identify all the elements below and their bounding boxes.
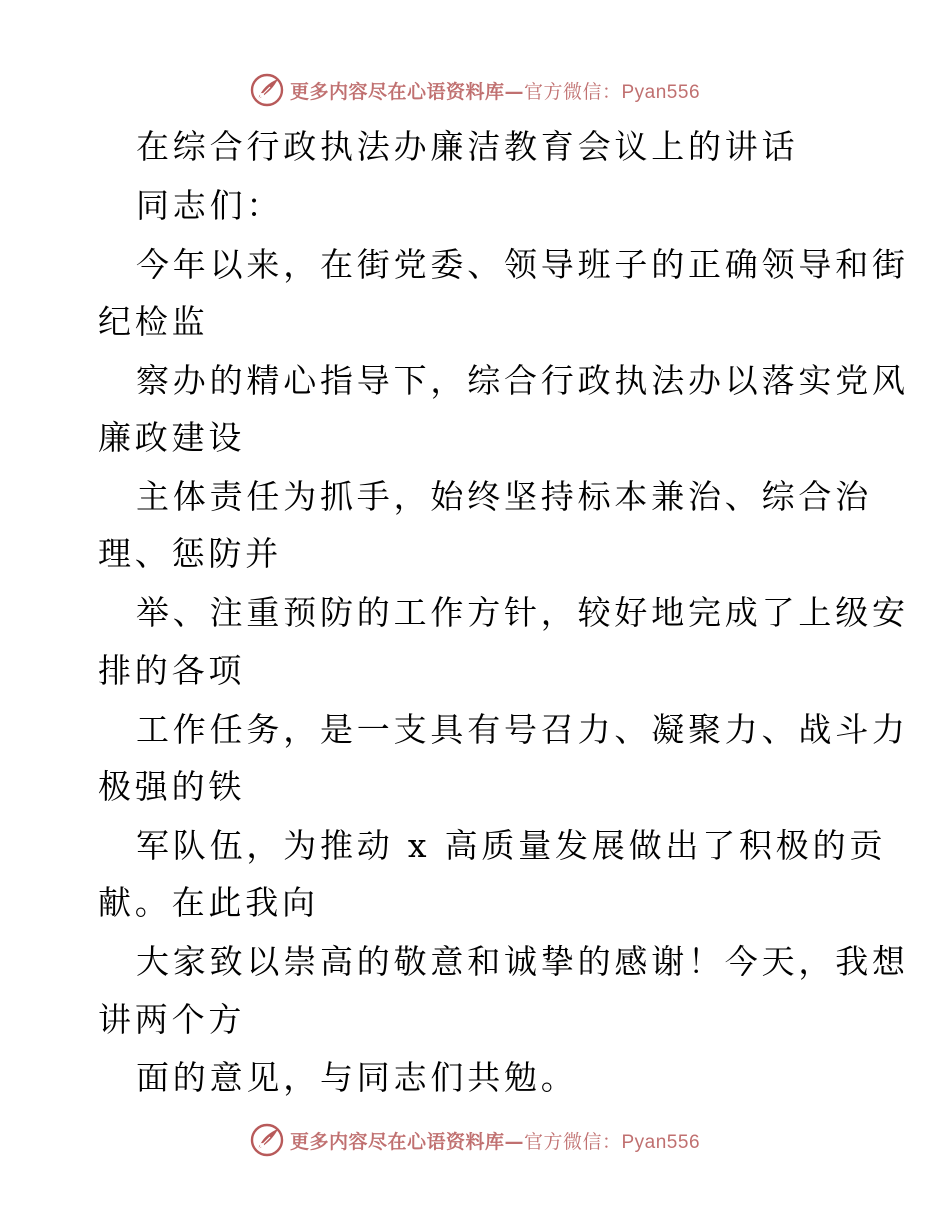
greeting-line: 同志们：: [136, 186, 284, 225]
body-line: 极强的铁: [98, 767, 246, 806]
body-line: 廉政建设: [98, 418, 246, 457]
body-line: 主体责任为抓手，始终坚持标本兼治、综合治: [136, 477, 872, 516]
body-line: 理、惩防并: [98, 534, 282, 573]
body-line: 察办的精心指导下，综合行政执法办以落实党风: [136, 361, 909, 400]
body-line: 今年以来，在街党委、领导班子的正确领导和街: [136, 245, 909, 284]
body-line: 工作任务，是一支具有号召力、凝聚力、战斗力: [136, 710, 909, 749]
watermark-text: 更多内容尽在心语资料库—官方微信：Pyan556: [289, 1130, 701, 1153]
footer-watermark: [0, 1120, 950, 1160]
body-line: 纪检监: [98, 302, 209, 341]
body-line: 排的各项: [98, 651, 246, 690]
quill-logo-icon: [250, 73, 284, 107]
header-watermark: [0, 70, 950, 110]
quill-logo-icon: [250, 1123, 284, 1157]
body-line: 献。在此我向: [98, 883, 319, 922]
document-title: 在综合行政执法办廉洁教育会议上的讲话: [136, 127, 799, 166]
body-line: 举、注重预防的工作方针，较好地完成了上级安: [136, 593, 909, 632]
body-line: 大家致以崇高的敬意和诚挚的感谢！今天，我想: [136, 942, 909, 981]
body-line: 面的意见，与同志们共勉。: [136, 1058, 578, 1097]
body-line: 讲两个方: [98, 1000, 246, 1039]
body-line: 军队伍，为推动 x 高质量发展做出了积极的贡: [136, 826, 887, 865]
watermark-text: 更多内容尽在心语资料库—官方微信：Pyan556: [289, 80, 701, 103]
